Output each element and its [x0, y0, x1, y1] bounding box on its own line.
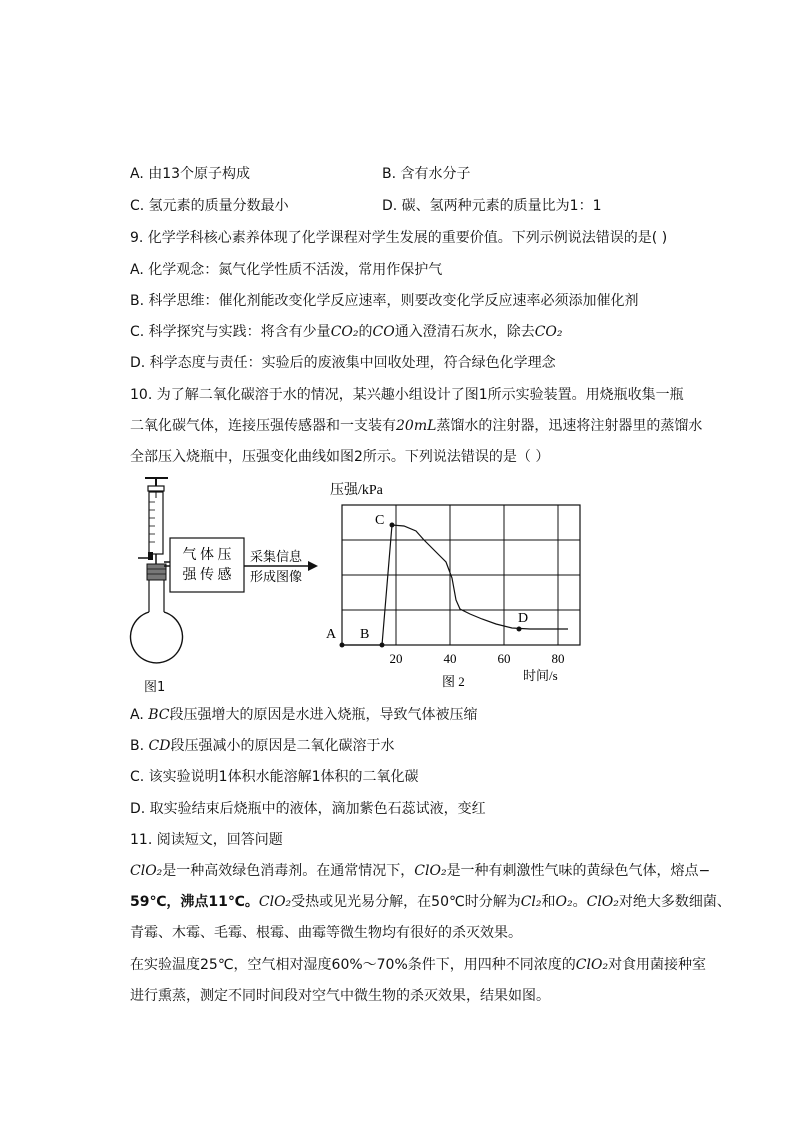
para-text: 对绝大多数细菌、 — [618, 894, 731, 910]
para-text: 是一种高效绿色消毒剂。在通常情况下， — [162, 863, 415, 879]
para-text: 受热或见光易分解，在50℃时分解为 — [291, 894, 521, 910]
volume-value: 20mL — [396, 418, 437, 434]
q11-para1-line3: 青霉、木霉、毛霉、根霉、曲霉等微生物均有很好的杀灭效果。 — [130, 925, 522, 941]
q10-stem-line2 — [130, 416, 702, 436]
q9-option-c-text: 通入澄清石灰水，除去 — [394, 324, 535, 340]
point-d-label: D — [518, 611, 529, 626]
q10-option-a-text: 段压强增大的原因是水进入烧瓶，导致气体被压缩 — [169, 707, 478, 723]
q9-stem: 9. 化学学科核心素养体现了化学课程对学生发展的重要价值。下列示例说法错误的是( ) — [130, 230, 668, 246]
formula-clo2: ClO₂ — [586, 894, 619, 910]
point-b-label: B — [360, 627, 370, 642]
figure2-pressure-chart — [320, 478, 590, 693]
x-tick-label: 20 — [389, 651, 403, 666]
pressure-curve — [342, 525, 568, 645]
chart-xlabel: 时间/s — [523, 668, 558, 683]
chart-ylabel: 压强/kPa — [330, 483, 383, 498]
q11-para1-line1 — [130, 861, 710, 881]
formula-clo2: ClO₂ — [258, 894, 292, 910]
point-c-marker — [390, 523, 395, 528]
q10-stem-line3: 全部压入烧瓶中，压强变化曲线如图2所示。下列说法错误的是（ ） — [130, 449, 550, 465]
q11-para1-line2 — [130, 892, 731, 912]
para-text: 在实验温度25℃，空气相对湿度60%～70%条件下，用四种不同浓度的 — [130, 957, 576, 973]
formula-co2: CO₂ — [534, 324, 563, 340]
q11-stem: 11. 阅读短文，回答问题 — [130, 832, 283, 848]
q9-option-a: A. 化学观念：氮气化学性质不活泼，常用作保护气 — [130, 262, 443, 278]
q8-option-d: D. 碳、氢两种元素的质量比为1：1 — [382, 198, 602, 214]
formula-co: CO — [372, 324, 395, 340]
q10-option-a: A. BC段压强增大的原因是水进入烧瓶，导致气体被压缩 — [130, 707, 478, 723]
para-text: 59℃，沸点11℃。 — [130, 894, 259, 910]
q10-option-b: B. CD段压强减小的原因是二氧化碳溶于水 — [130, 738, 395, 754]
q10-stem-text: 蒸馏水的注射器，迅速将注射器里的蒸馏水 — [436, 418, 703, 434]
figure1-apparatus — [120, 472, 320, 672]
formula-clo2: ClO₂ — [130, 863, 163, 879]
q9-option-c — [130, 322, 563, 342]
arrow-label-line1: 采集信息 — [250, 549, 303, 564]
segment-cd: CD — [148, 738, 171, 754]
point-a-marker — [340, 643, 345, 648]
q8-option-a: A. 由13个原子构成 — [130, 166, 251, 182]
point-c-label: C — [375, 513, 385, 528]
para-text: 。 — [572, 894, 587, 910]
x-tick-label: 80 — [551, 651, 565, 666]
point-a-label: A — [326, 627, 337, 642]
para-text: 和 — [541, 894, 556, 910]
x-tick-label: 40 — [443, 651, 457, 666]
q10-option-b-text: 段压强减小的原因是二氧化碳溶于水 — [170, 738, 395, 754]
q8-option-b: B. 含有水分子 — [382, 166, 471, 182]
q11-para2-line1 — [130, 955, 706, 975]
q10-option-d: D. 取实验结束后烧瓶中的液体，滴加紫色石蕊试液，变红 — [130, 801, 486, 817]
q9-option-c-text: 的 — [358, 324, 373, 340]
q11-para2-line2: 进行熏蒸，测定不同时间段对空气中微生物的杀灭效果，结果如图。 — [130, 988, 550, 1004]
point-d-marker — [517, 627, 522, 632]
q10-option-c: C. 该实验说明1体积水能溶解1体积的二氧化碳 — [130, 769, 419, 785]
formula-clo2: ClO₂ — [414, 863, 447, 879]
q9-option-c-text: C. 科学探究与实践：将含有少量 — [130, 324, 331, 340]
x-tick-label: 60 — [497, 651, 511, 666]
arrow-label-line2: 形成图像 — [250, 569, 303, 584]
formula-co2: CO₂ — [330, 324, 359, 340]
q8-option-c: C. 氢元素的质量分数最小 — [130, 198, 289, 214]
q9-option-d: D. 科学态度与责任：实验后的废液集中回收处理，符合绿色化学理念 — [130, 355, 556, 371]
figure2-caption: 图 2 — [442, 674, 465, 689]
formula-o2: O₂ — [555, 894, 573, 910]
para-text: 是一种有刺激性气味的黄绿色气体，熔点− — [446, 863, 711, 879]
q10-stem-text: 二氧化碳气体，连接压强传感器和一支装有 — [130, 418, 396, 434]
sensor-label-line1: 气 体 压 — [182, 548, 232, 563]
q9-option-b: B. 科学思维：催化剂能改变化学反应速率，则要改变化学反应速率必须添加催化剂 — [130, 293, 639, 309]
formula-cl2: Cl₂ — [520, 894, 542, 910]
formula-clo2: ClO₂ — [575, 957, 609, 973]
sensor-label-line2: 强 传 感 — [182, 568, 232, 583]
figure1-caption: 图1 — [144, 680, 166, 695]
q10-stem-line1: 10. 为了解二氧化碳溶于水的情况，某兴趣小组设计了图1所示实验装置。用烧瓶收集一瓶 — [130, 387, 684, 403]
para-text: 对食用菌接种室 — [608, 957, 707, 973]
point-b-marker — [380, 643, 385, 648]
segment-bc: BC — [148, 707, 170, 723]
